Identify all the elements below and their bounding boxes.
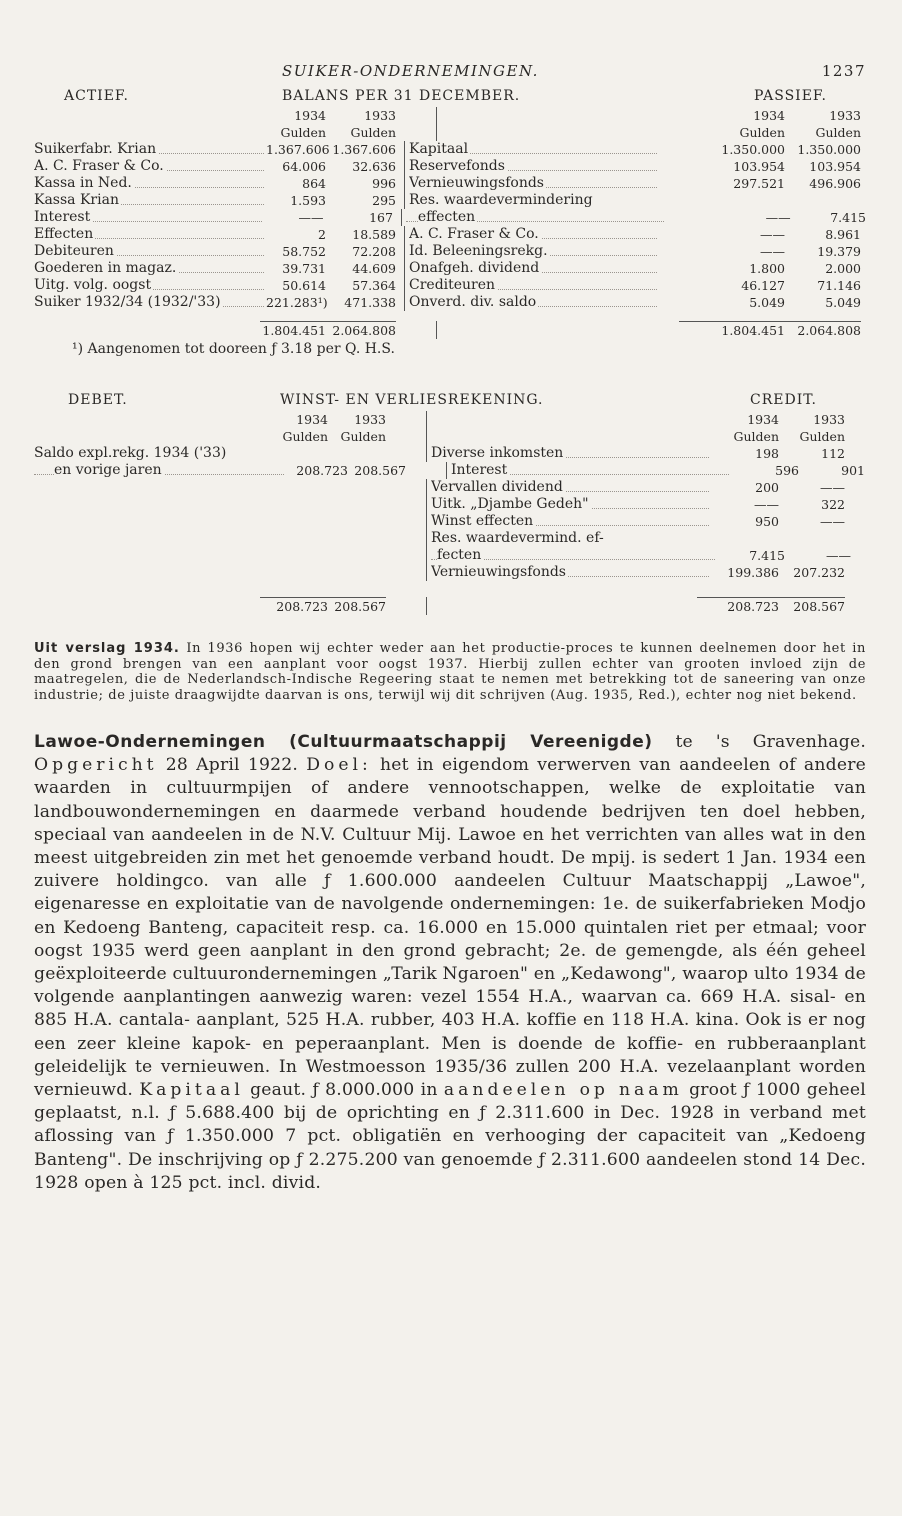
liability-label-text: Onafgeh. dividend xyxy=(409,260,540,276)
empty-cell xyxy=(34,564,386,581)
credit-label xyxy=(431,513,711,530)
credit-1934: 596 xyxy=(775,463,799,478)
pl-totals xyxy=(34,597,866,615)
table-row xyxy=(34,530,866,547)
credit-label-text: Interest xyxy=(451,462,508,478)
credit-label xyxy=(431,496,711,513)
asset-1933: 18.589 xyxy=(352,227,396,242)
liability-label xyxy=(409,243,659,260)
company-location: te 's Gravenhage. xyxy=(652,732,866,752)
table-row xyxy=(34,226,866,243)
asset-1933: 44.609 xyxy=(352,261,396,276)
liability-1934: 103.954 xyxy=(733,159,785,174)
credit-label-text: fecten xyxy=(437,547,482,563)
empty-cell xyxy=(34,530,386,547)
year-a: 1934 xyxy=(294,108,326,123)
year-b: 1933 xyxy=(354,412,386,427)
liability-1934: 1.350.000 xyxy=(721,142,785,157)
asset-label-text: A. C. Fraser & Co. xyxy=(34,158,164,174)
balance-units xyxy=(34,124,866,141)
liability-label-text: Reservefonds xyxy=(409,158,505,174)
balance-right-caption: PASSIEF. xyxy=(754,88,827,104)
column-divider xyxy=(386,564,427,581)
liability-1934: 5.049 xyxy=(749,295,785,310)
capital-label: Kapitaal xyxy=(139,1080,244,1101)
credit-label-text: Vernieuwingsfonds xyxy=(431,564,566,580)
credit-1934: —— xyxy=(754,497,779,512)
credit-1934 xyxy=(711,530,779,547)
liability-1933: 2.000 xyxy=(825,261,861,276)
founded-date: 28 April 1922. xyxy=(157,755,307,776)
liability-label-text: Id. Beleeningsrekg. xyxy=(409,243,548,259)
total-assets-1934: 1.804.451 xyxy=(260,321,326,339)
page-number: 1237 xyxy=(821,62,866,80)
founded-label: Opgericht xyxy=(34,755,158,776)
credit-1934: 7.415 xyxy=(749,548,785,563)
running-header xyxy=(34,56,866,86)
report-lead: Uit verslag 1934. xyxy=(34,641,180,656)
table-row xyxy=(34,158,866,175)
purpose-label: Doel: xyxy=(306,755,372,776)
asset-1934: 1.367.606 xyxy=(266,142,330,157)
asset-label-text: Uitg. volg. oogst xyxy=(34,277,152,293)
table-row xyxy=(34,445,866,462)
table-row xyxy=(34,277,866,294)
asset-label xyxy=(34,260,266,277)
credit-label-text: Diverse inkomsten xyxy=(431,445,564,461)
liability-1934 xyxy=(659,192,785,209)
asset-1934: 58.752 xyxy=(282,244,326,259)
liability-1934: 1.800 xyxy=(749,261,785,276)
liability-1933: 7.415 xyxy=(830,210,867,225)
asset-1934: 64.006 xyxy=(282,159,326,174)
asset-1934: 50.614 xyxy=(282,278,326,293)
liability-label-text: Crediteuren xyxy=(409,277,496,293)
asset-label xyxy=(34,175,266,192)
liability-1933: 5.049 xyxy=(825,295,861,310)
credit-1933: —— xyxy=(820,480,845,495)
liability-label-text: Vernieuwingsfonds xyxy=(409,175,544,191)
credit-1934: 200 xyxy=(755,480,779,495)
unit: Gulden xyxy=(799,429,845,444)
asset-label-text: Debiteuren xyxy=(34,243,114,259)
debit-1934: 208.723 xyxy=(296,463,348,478)
debit-1934 xyxy=(266,445,328,462)
year-b-right: 1933 xyxy=(829,108,861,123)
asset-label-text: Kassa in Ned. xyxy=(34,175,132,191)
credit-label xyxy=(431,479,711,496)
asset-1933: 471.338 xyxy=(344,295,396,310)
asset-label xyxy=(34,141,266,158)
purpose-text: het in eigendom verwerven van aandeelen of andere waarden in cultuurmpijen of andere vennootschappen, welke de exploitatie van landbouwondernemingen en daarmede verband houdende bedrijven ten doel hebben, speciaal van aandeelen in de N.V. Cultuur Mij. Lawoe en het verrichten van alles wat in den meest uitgebreiden zin met het genoemde verband houdt. De mpij. is sedert 1 Jan. 1934 een zuivere holdingco. van alle ƒ 1.600.000 aandeelen Cultuur Maatschappij „Lawoe", eigenaresse en exploitatie van de navolgende ondernemingen: 1e. de suikerfabrieken Modjo en Kedoeng Banteng, capaciteit resp. ca. 16.000 en 15.000 quintalen riet per etmaal; voor oogst 1935 werd geen aanplant in den grond gebracht; 2e. de gemengde, als één geheel geëxploiteerde cultuurondernemingen „Tarik Ngaroen" en „Kedawong", waarop ulto 1934 de volgende aanplantingen aanwezig waren: vezel 1554 H.A., waarvan ca. 669 H.A. sisal- en 885 H.A. cantala- aanplant, 525 H.A. rubber, 403 H.A. koffie en 118 H.A. kina. Ook is er nog een zeer kleine kapok- en peperaanplant. Men is doende de koffie- en rubberaanplant geleidelijk te vernieuwen. In Westmoesson 1935/36 zullen 200 H.A. vezelaanplant worden vernieuwd. xyxy=(34,755,866,1101)
column-divider xyxy=(386,479,427,496)
liability-1933: 19.379 xyxy=(817,244,861,259)
credit-label xyxy=(431,445,711,462)
asset-label-text: Kassa Krian xyxy=(34,192,119,208)
asset-1933: 32.636 xyxy=(352,159,396,174)
liability-1934: —— xyxy=(760,227,785,242)
year-a: 1934 xyxy=(296,412,328,427)
asset-label-text: Suiker 1932/34 (1932/'33) xyxy=(34,294,221,310)
asset-label xyxy=(34,243,266,260)
debit-label-text: en vorige jaren xyxy=(54,462,162,478)
liability-1933: 496.906 xyxy=(809,176,861,191)
liability-label xyxy=(409,226,659,243)
table-row xyxy=(34,479,866,496)
capital-text: geaut. ƒ 8.000.000 in xyxy=(243,1080,444,1101)
unit: Gulden xyxy=(340,429,386,444)
liability-1933: 71.146 xyxy=(817,278,861,293)
total-liab-1934: 1.804.451 xyxy=(679,321,785,339)
liability-1933: 1.350.000 xyxy=(797,142,861,157)
balance-totals xyxy=(34,321,866,339)
table-row xyxy=(34,513,866,530)
column-divider xyxy=(396,277,405,294)
asset-1933: 996 xyxy=(372,176,396,191)
liability-label xyxy=(409,260,659,277)
unit: Gulden xyxy=(280,125,326,140)
column-divider xyxy=(396,158,405,175)
pl-units xyxy=(34,428,866,445)
liability-label-text: Res. waardevermindering xyxy=(409,192,593,208)
liability-1933: 8.961 xyxy=(825,227,861,242)
profit-loss-account xyxy=(34,392,866,615)
asset-1934: 2 xyxy=(318,227,326,242)
capital-rest: groot ƒ 1000 geheel geplaatst, n.l. ƒ 5.688.400 bij de oprichting en ƒ 2.311.600 in Dec. 1928 in verband met aflossing van ƒ 1.350.000 7 pct. obligatiën en verhooging der capaciteit van „Kedoeng Banteng". De inschrijving op ƒ 2.275.200 van genoemde ƒ 2.311.600 aandeelen stond 14 Dec. 1928 open à 125 pct. incl. divid. xyxy=(34,1080,866,1193)
empty-cell xyxy=(34,479,386,496)
table-row xyxy=(34,260,866,277)
asset-label-text: Suikerfabr. Krian xyxy=(34,141,157,157)
asset-1934: 221.283¹) xyxy=(266,295,328,310)
table-row xyxy=(34,209,866,226)
liability-label xyxy=(409,175,659,192)
credit-label-text: Uitk. „Djambe Gedeh" xyxy=(431,496,589,512)
credit-label-text: Res. waardevermind. ef- xyxy=(431,530,604,546)
credit-1933 xyxy=(779,530,845,547)
table-row xyxy=(34,547,866,564)
liability-label xyxy=(409,192,659,209)
unit: Gulden xyxy=(350,125,396,140)
asset-label-text: Goederen in magaz. xyxy=(34,260,177,276)
column-divider xyxy=(396,141,405,158)
table-row xyxy=(34,192,866,209)
balance-left-caption: ACTIEF. xyxy=(64,88,129,104)
liability-1933 xyxy=(785,192,861,209)
asset-label xyxy=(34,209,264,226)
liability-label-text: effecten xyxy=(417,209,476,225)
column-divider xyxy=(386,513,427,530)
column-divider xyxy=(396,192,405,209)
empty-cell xyxy=(34,513,386,530)
debit-1933 xyxy=(328,445,386,462)
debit-label xyxy=(34,445,266,462)
annual-report-excerpt xyxy=(34,641,866,703)
liability-label xyxy=(409,277,659,294)
asset-1933: 72.208 xyxy=(352,244,396,259)
table-row xyxy=(34,243,866,260)
credit-1933: 112 xyxy=(821,446,845,461)
asset-1933: 57.364 xyxy=(352,278,396,293)
total-credit-1933: 208.567 xyxy=(779,597,845,615)
total-debit-1934: 208.723 xyxy=(260,597,328,615)
liability-label-text: Kapitaal xyxy=(409,141,469,157)
asset-label xyxy=(34,277,266,294)
pl-right-caption: CREDIT. xyxy=(750,392,817,408)
report-text: In 1936 hopen wij echter weder aan het productie-proces te kunnen deelnemen door het in den grond brengen van een aanplant voor oogst 1937. Hierbij zullen echter van grooten invloed zijn de maatregelen, die de Nederlandsch-Indische Regeering staat te nemen met betrekking tot de saneering van onze industrie; de juiste draagwijdte daarvan is ons, terwijl wij dit schrijven (Aug. 1935, Red.), echter nog niet bekend. xyxy=(34,641,867,703)
column-divider xyxy=(386,530,427,547)
credit-1933: 207.232 xyxy=(793,565,845,580)
balance-sheet xyxy=(34,88,866,358)
balance-center-caption: BALANS PER 31 DECEMBER. xyxy=(282,88,521,104)
credit-1934: 199.386 xyxy=(727,565,779,580)
column-divider xyxy=(386,547,427,564)
asset-label xyxy=(34,226,266,243)
column-divider xyxy=(396,260,405,277)
empty-cell xyxy=(34,547,386,564)
pl-captions xyxy=(34,392,866,409)
liability-1933: 103.954 xyxy=(809,159,861,174)
credit-label xyxy=(451,462,731,479)
balance-footnote: ¹) Aangenomen tot dooreen ƒ 3.18 per Q. H.S. xyxy=(72,341,395,357)
table-row xyxy=(34,462,866,479)
credit-1933: —— xyxy=(826,548,851,563)
credit-1934: 950 xyxy=(755,514,779,529)
liability-label-text: A. C. Fraser & Co. xyxy=(409,226,539,242)
asset-1933: 295 xyxy=(372,193,396,208)
debit-1933: 208.567 xyxy=(354,463,406,478)
balance-captions xyxy=(34,88,866,105)
credit-label-text: Vervallen dividend xyxy=(431,479,563,495)
total-assets-1933: 2.064.808 xyxy=(326,321,396,339)
asset-label xyxy=(34,158,266,175)
capital-shares: aandeelen op naam xyxy=(443,1080,683,1101)
liability-label xyxy=(409,294,659,311)
year-a-right: 1934 xyxy=(747,412,779,427)
total-debit-1933: 208.567 xyxy=(328,597,386,615)
table-row xyxy=(34,496,866,513)
column-divider xyxy=(386,496,427,513)
unit: Gulden xyxy=(733,429,779,444)
company-entry xyxy=(34,731,866,1195)
company-name: Lawoe-Ondernemingen (Cultuurmaatschappij Vereenigde) xyxy=(34,732,653,752)
total-credit-1934: 208.723 xyxy=(697,597,779,615)
year-b-right: 1933 xyxy=(813,412,845,427)
empty-cell xyxy=(34,496,386,513)
table-row xyxy=(34,564,866,581)
liability-label xyxy=(409,141,659,158)
column-divider xyxy=(386,445,427,462)
credit-1933: 322 xyxy=(821,497,845,512)
balance-years xyxy=(34,107,866,124)
credit-label xyxy=(431,530,711,547)
credit-label xyxy=(431,564,711,581)
asset-label-text: Interest xyxy=(34,209,91,225)
credit-label xyxy=(431,547,717,564)
unit: Gulden xyxy=(282,429,328,444)
asset-1933: 167 xyxy=(369,210,393,225)
credit-1933: 901 xyxy=(841,463,865,478)
asset-label-text: Effecten xyxy=(34,226,94,242)
table-row xyxy=(34,175,866,192)
liability-1934: 46.127 xyxy=(741,278,785,293)
pl-years xyxy=(34,411,866,428)
unit: Gulden xyxy=(815,125,861,140)
column-divider xyxy=(396,175,405,192)
column-divider xyxy=(393,209,402,226)
asset-1933: 1.367.606 xyxy=(332,142,396,157)
liability-1934: —— xyxy=(760,244,785,259)
table-row xyxy=(34,294,866,311)
page xyxy=(34,56,866,1212)
total-liab-1933: 2.064.808 xyxy=(785,321,861,339)
asset-1934: 1.593 xyxy=(290,193,326,208)
year-a-right: 1934 xyxy=(753,108,785,123)
running-title: SUIKER-ONDERNEMINGEN. xyxy=(282,62,539,80)
credit-label-text: Winst effecten xyxy=(431,513,534,529)
table-row xyxy=(34,141,866,158)
asset-label xyxy=(34,294,266,311)
debit-label xyxy=(34,462,286,479)
unit: Gulden xyxy=(739,125,785,140)
column-divider xyxy=(396,226,405,243)
asset-label xyxy=(34,192,266,209)
column-divider xyxy=(396,243,405,260)
pl-left-caption: DEBET. xyxy=(68,392,128,408)
pl-center-caption: WINST- EN VERLIESREKENING. xyxy=(280,392,544,408)
liability-label xyxy=(409,158,659,175)
column-divider xyxy=(396,294,405,311)
credit-1933: —— xyxy=(820,514,845,529)
asset-1934: 39.731 xyxy=(282,261,326,276)
liability-1934: —— xyxy=(765,210,791,225)
debit-label-text: Saldo expl.rekg. 1934 ('33) xyxy=(34,445,227,461)
credit-1934: 198 xyxy=(755,446,779,461)
column-divider xyxy=(406,462,447,479)
year-b: 1933 xyxy=(364,108,396,123)
liability-1934: 297.521 xyxy=(733,176,785,191)
liability-label xyxy=(406,209,666,226)
liability-label-text: Onverd. div. saldo xyxy=(409,294,537,310)
asset-1934: 864 xyxy=(302,176,326,191)
asset-1934: —— xyxy=(298,210,324,225)
